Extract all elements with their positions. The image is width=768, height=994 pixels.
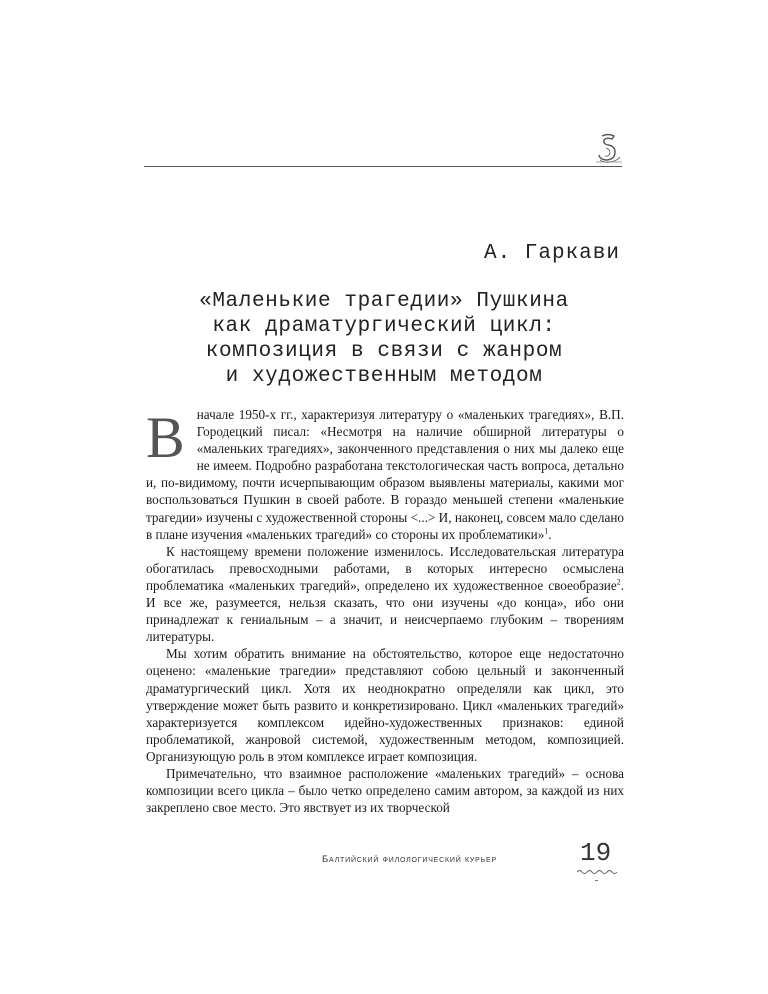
footnote-ref[interactable]: 2 <box>616 577 621 587</box>
paragraph-text: . <box>548 526 552 542</box>
title-line: и художественным методом <box>225 365 543 388</box>
article-title <box>146 289 622 389</box>
title-line: как драматургический цикл: <box>212 315 556 338</box>
title-line: композиция в связи с жанром <box>205 340 563 363</box>
paragraph: Примечательно, что взаимное расположение «маленьких трагедий» – основа композиции всего цикла – было четко определено самим автором, за каждой из них закреплено свое место. Это явствует из их творческой <box>146 765 624 816</box>
page-number: 19 <box>580 838 612 868</box>
footnote-ref[interactable]: 1 <box>544 526 549 536</box>
title-line: «Маленькие трагедии» Пушкина <box>199 290 569 313</box>
article-author: А. Гаркави <box>483 242 620 265</box>
page-mark <box>595 880 598 881</box>
article-body <box>146 406 624 816</box>
paragraph: Мы хотим обратить внимание на обстоятельство, которое еще недостаточно оценено: «маленькие трагедии» представляют собою цельный и законченный драматургический цикл. Хотя их неоднократно определяли как цикл, это утверждение может быть развито и конкретизировано. Цикл «маленьких трагедий» характеризуется комплексом идейно-художественных признаков: единой проблематикой, жанровой системой, художественным методом, композицией. Организующую роль в этом комплексе играет композиция. <box>146 646 624 764</box>
wave-ornament-icon <box>577 869 619 875</box>
paragraph <box>146 406 624 543</box>
seahorse-numeral-logo-icon <box>594 132 624 164</box>
paragraph-text: К настоящему времени положение изменилось. Исследовательская литература обогатилась превосходными работами, в которых интересно осмыслена проблематика «маленьких трагедий», определено их художественное своеобразие <box>146 543 624 593</box>
paragraph-text: начале 1950-х гг., характеризуя литературу о «маленьких трагедиях», В.П. Городецкий писал: «Несмотря на наличие обширной литературы о «маленьких трагедиях», законченного представления о них мы далеко еще не имеем. Подробно разработана текстологическая часть вопроса, детально и, по-видимому, почти исчерпывающим образом выявлены материалы, какими мог воспользоваться Пушкин в своей работе. В гораздо меньшей степени «маленькие трагедии» изучены с художественной стороны <...> И, наконец, совсем мало сделано в плане изучения «маленьких трагедий» со стороны их проблематики» <box>146 407 624 542</box>
header-rule <box>144 166 622 167</box>
paragraph <box>146 543 624 646</box>
paragraph-text: . И все же, разумеется, нельзя сказать, что они изучены «до конца», ибо они принадлежат к гениальным – а значит, и неисчерпаемо глубоким – творениям литературы. <box>146 577 624 645</box>
journal-name: Балтийский филологический курьер <box>322 854 497 865</box>
drop-cap: В <box>146 405 185 470</box>
